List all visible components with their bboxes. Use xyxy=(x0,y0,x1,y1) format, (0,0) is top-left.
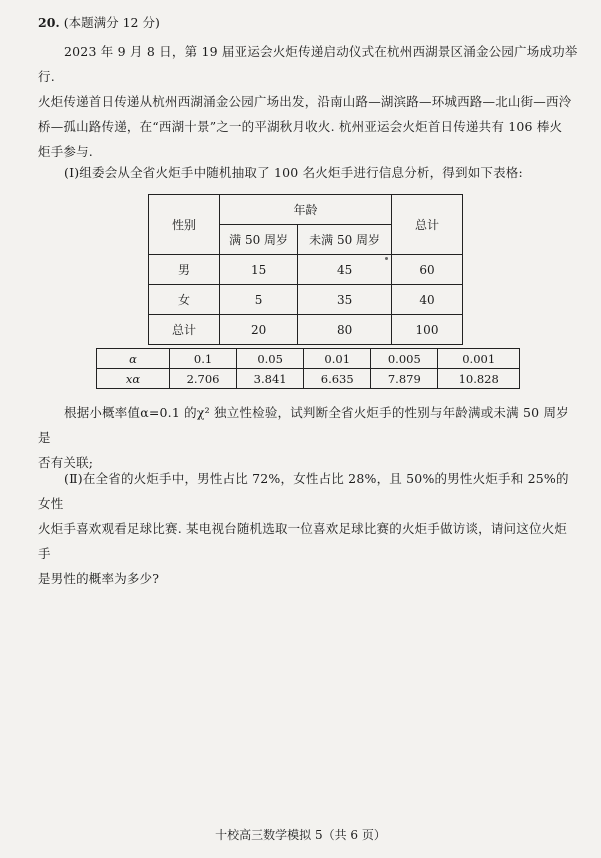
cell-total: 60 xyxy=(392,255,463,285)
x-value: 3.841 xyxy=(237,369,304,389)
alpha-value: 0.005 xyxy=(371,349,438,369)
cell-over50: 20 xyxy=(220,315,298,345)
page-footer: 十校高三数学模拟 5（共 6 页） xyxy=(215,828,386,842)
intro-paragraph xyxy=(38,39,578,164)
intro-line: 火炬传递首日传递从杭州西湖涌金公园广场出发，沿南山路—湖滨路—环城西路—北山街—西泠 xyxy=(38,94,572,109)
part1-line: 根据小概率值α=0.1 的χ² 独立性检验，试判断全省火炬手的性别与年龄满或未满 50 周岁是 xyxy=(38,405,569,445)
score-note: (本题满分 12 分) xyxy=(63,15,160,30)
row-label: 总计 xyxy=(149,315,220,345)
intro-line: 炬手参与. xyxy=(38,144,93,159)
x-value: 6.635 xyxy=(304,369,371,389)
table-row xyxy=(149,255,463,285)
x-value: 2.706 xyxy=(170,369,237,389)
part2-line: (Ⅱ)在全省的火炬手中，男性占比 72%，女性占比 28%，且 50%的男性火炬手和 25%的女性 xyxy=(38,471,569,511)
question-header xyxy=(38,12,160,34)
alpha-label: α xyxy=(97,349,170,369)
cell-under50: 80 xyxy=(298,315,392,345)
cell-over50: 5 xyxy=(220,285,298,315)
table-row xyxy=(97,369,520,389)
alpha-value: 0.001 xyxy=(438,349,520,369)
header-gender: 性别 xyxy=(149,195,220,255)
header-age: 年龄 xyxy=(220,195,392,225)
table-row xyxy=(149,285,463,315)
cell-under50: 35 xyxy=(298,285,392,315)
cell-total: 40 xyxy=(392,285,463,315)
x-value: 7.879 xyxy=(371,369,438,389)
x-value: 10.828 xyxy=(438,369,520,389)
part1-question xyxy=(38,400,578,475)
critical-value-table xyxy=(96,348,520,389)
table-row xyxy=(149,315,463,345)
cell-over50: 15 xyxy=(220,255,298,285)
alpha-value: 0.01 xyxy=(304,349,371,369)
scan-speck xyxy=(385,257,388,260)
part2-line: 火炬手喜欢观看足球比赛. 某电视台随机选取一位喜欢足球比赛的火炬手做访谈，请问这位火炬手 xyxy=(38,521,568,561)
part2-line: 是男性的概率为多少? xyxy=(38,571,160,586)
row-label: 男 xyxy=(149,255,220,285)
question-number: 20. xyxy=(38,15,60,30)
part2-question xyxy=(38,466,578,591)
part1-line: 否有关联; xyxy=(38,455,94,470)
part1-intro: (Ⅰ)组委会从全省火炬手中随机抽取了 100 名火炬手进行信息分析，得到如下表格: xyxy=(64,165,523,180)
cell-total: 100 xyxy=(392,315,463,345)
header-total: 总计 xyxy=(392,195,463,255)
row-label: 女 xyxy=(149,285,220,315)
table-row xyxy=(97,349,520,369)
intro-line: 2023 年 9 月 8 日，第 19 届亚运会火炬传递启动仪式在杭州西湖景区涌金公园广场成功举行. xyxy=(38,44,578,84)
alpha-value: 0.1 xyxy=(170,349,237,369)
alpha-value: 0.05 xyxy=(237,349,304,369)
header-over50: 满 50 周岁 xyxy=(220,225,298,255)
header-under50: 未满 50 周岁 xyxy=(298,225,392,255)
x-label: xα xyxy=(97,369,170,389)
cell-under50: 45 xyxy=(298,255,392,285)
intro-line: 桥—孤山路传递，在“西湖十景”之一的平湖秋月收火. 杭州亚运会火炬首日传递共有 106 棒火 xyxy=(38,119,563,134)
contingency-table xyxy=(148,194,463,345)
